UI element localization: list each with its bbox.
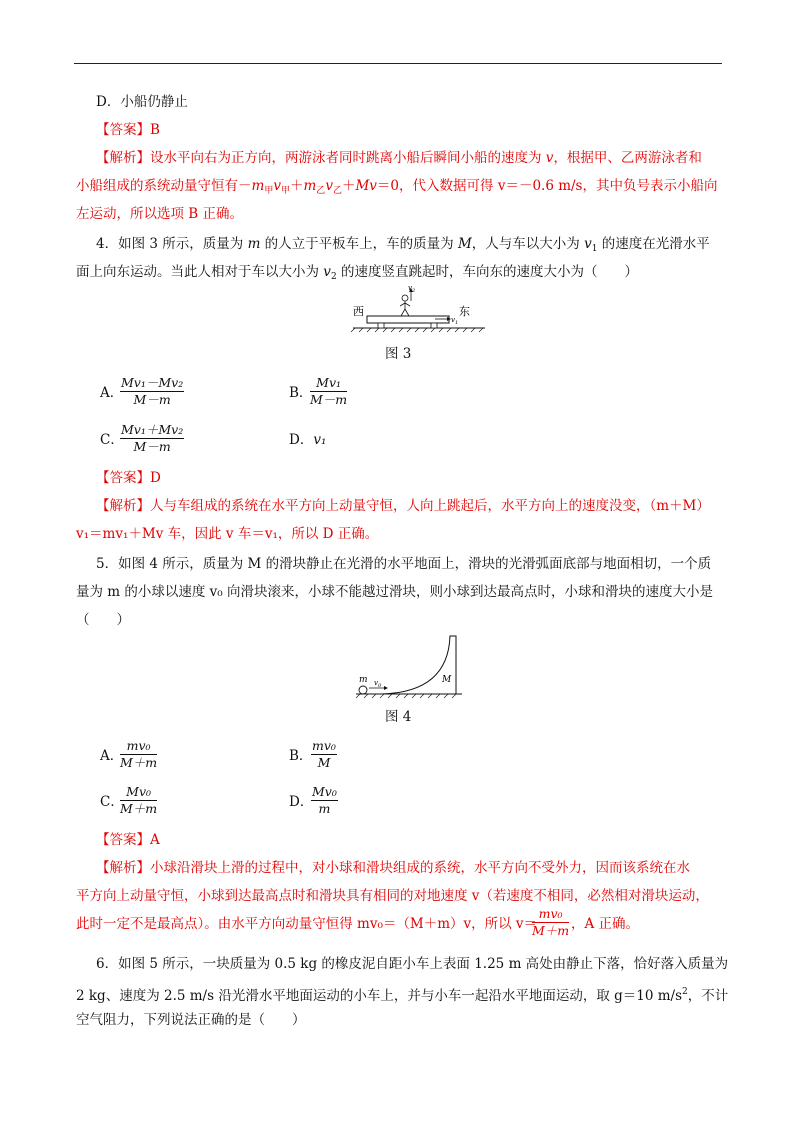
q5-stem-line2: 量为 m 的小球以速度 v₀ 向滑块滚来，小球不能越过滑块，则小球到达最高点时，小球和滑块的速度大小是 — [76, 584, 714, 600]
q5-analysis-line1: 【解析】小球沿滑块上滑的过程中，对小球和滑块组成的系统，水平方向不受外力，因而该系统在水 — [96, 860, 690, 876]
q5-answer: 【答案】A — [96, 832, 160, 848]
q6-stem-line3: 空气阻力，下列说法正确的是（ ） — [76, 1012, 306, 1028]
q4-option-a-fraction: $\frac{\text{Mv₁－Mv₂}}{M-m}$ — [121, 375, 184, 407]
v2-label: $v_2$ — [408, 284, 416, 294]
q4-option-d: D．v₁ — [289, 432, 327, 448]
m-label: m — [359, 675, 368, 685]
q3-answer: 【答案】B — [96, 122, 160, 138]
q5-option-a-fraction: $\frac{\text{mv₀}}{M+m}$ — [120, 738, 158, 770]
figure-3-cart-diagram — [345, 284, 495, 334]
person-head — [402, 295, 408, 301]
q5-analysis-fraction: $\frac{\text{mv₀}}{M+m}$ — [532, 906, 570, 938]
q4-option-c-label: C． — [100, 432, 124, 448]
q4-option-b-fraction: $\frac{\text{Mv₁}}{M-m}$ — [310, 375, 348, 407]
figure-4-slider-diagram — [352, 632, 464, 704]
q5-option-d-fraction: $\frac{\text{Mv₀}}{m}$ — [312, 784, 337, 816]
q5-stem-line3: （ ） — [76, 612, 130, 628]
cart-wheel-left — [378, 323, 384, 328]
west-label: 西 — [353, 305, 364, 318]
q4-option-a-label: A． — [100, 385, 124, 401]
east-label: 东 — [459, 305, 470, 318]
cart-body — [367, 316, 449, 323]
q3-analysis-line1: 【解析】设水平向右为正方向，两游泳者同时跳离小船后瞬间小船的速度为 v，根据甲、乙两游泳者和 — [96, 150, 702, 166]
figure-4-caption: 图 4 — [385, 709, 412, 725]
q4-option-b-label: B． — [289, 385, 313, 401]
q5-option-b-fraction: $\frac{\text{mv₀}}{M}$ — [312, 738, 336, 770]
q3-option-d: D．小船仍静止 — [96, 94, 188, 110]
q5-analysis-line3-tail: ，A 正确。 — [571, 916, 640, 932]
figure-3-caption: 图 3 — [385, 346, 412, 362]
slider-block — [382, 636, 456, 694]
cart-wheel-right — [431, 323, 437, 328]
q4-stem-line1: 4．如图 3 所示，质量为 m 的人立于平板车上，车的质量为 M，人与车以大小为 $v_1$ 的速度在光滑水平 — [96, 236, 710, 254]
q4-analysis-line1: 【解析】人与车组成的系统在水平方向上动量守恒，人向上跳起后，水平方向上的速度没变，（m＋M） — [96, 498, 710, 514]
q5-option-a-label: A． — [100, 748, 124, 764]
q5-option-d-label: D． — [289, 794, 314, 810]
q4-option-c-fraction: $\frac{\text{Mv₁＋Mv₂}}{M-m}$ — [121, 422, 184, 454]
q5-option-c-label: C． — [100, 794, 124, 810]
header-rule — [74, 63, 722, 64]
q5-analysis-line2: 平方向上动量守恒，小球到达最高点时和滑块具有相同的对地速度 v（若速度不相同，必然相对滑块运动， — [76, 888, 709, 904]
q5-option-b-label: B． — [289, 748, 313, 764]
M-label: M — [442, 675, 452, 685]
v0-label: $v_0$ — [374, 679, 382, 689]
q5-option-c-fraction: $\frac{\text{Mv₀}}{M+m}$ — [120, 784, 158, 816]
ball — [359, 686, 367, 694]
q3-analysis-line3: 左运动，所以选项 B 正确。 — [76, 206, 244, 222]
q6-stem-line1: 6．如图 5 所示，一块质量为 0.5 kg 的橡皮泥自距小车上表面 1.25 m 高处由静止下落，恰好落入质量为 — [96, 956, 729, 972]
ground-hatching — [351, 328, 483, 332]
q5-stem-line1: 5．如图 4 所示，质量为 M 的滑块静止在光滑的水平地面上，滑块的光滑弧面底部与地面相切，一个质 — [96, 556, 712, 572]
v1-label: $v_1$ — [451, 316, 459, 326]
q5-analysis-line3: 此时一定不是最高点）。由水平方向动量守恒得 mv₀＝（M＋m）v，所以 v＝ — [76, 916, 538, 932]
q4-analysis-line2: v₁＝mv₁＋Mv 车，因此 v 车＝v₁，所以 D 正确。 — [76, 526, 379, 542]
q4-answer: 【答案】D — [96, 470, 161, 486]
person-body — [400, 301, 410, 316]
ground-hatching — [356, 694, 456, 698]
q6-stem-line2: 2 kg、速度为 2.5 m/s 沿光滑水平地面运动的小车上，并与小车一起沿水平地面运动，取 g＝10 $m/s^2$，不计 — [76, 987, 729, 1004]
q3-analysis-line2: 小船组成的系统动量守恒有$-m_甲v_甲+m_乙v_乙+Mv=0$，代入数据可得 v＝－0.6 m/s，其中负号表示小船向 — [76, 178, 718, 196]
q4-stem-line2: 面上向东运动。当此人相对于车以大小为 $v_2$ 的速度竖直跳起时，车向东的速度大小为（ ） — [76, 264, 638, 282]
